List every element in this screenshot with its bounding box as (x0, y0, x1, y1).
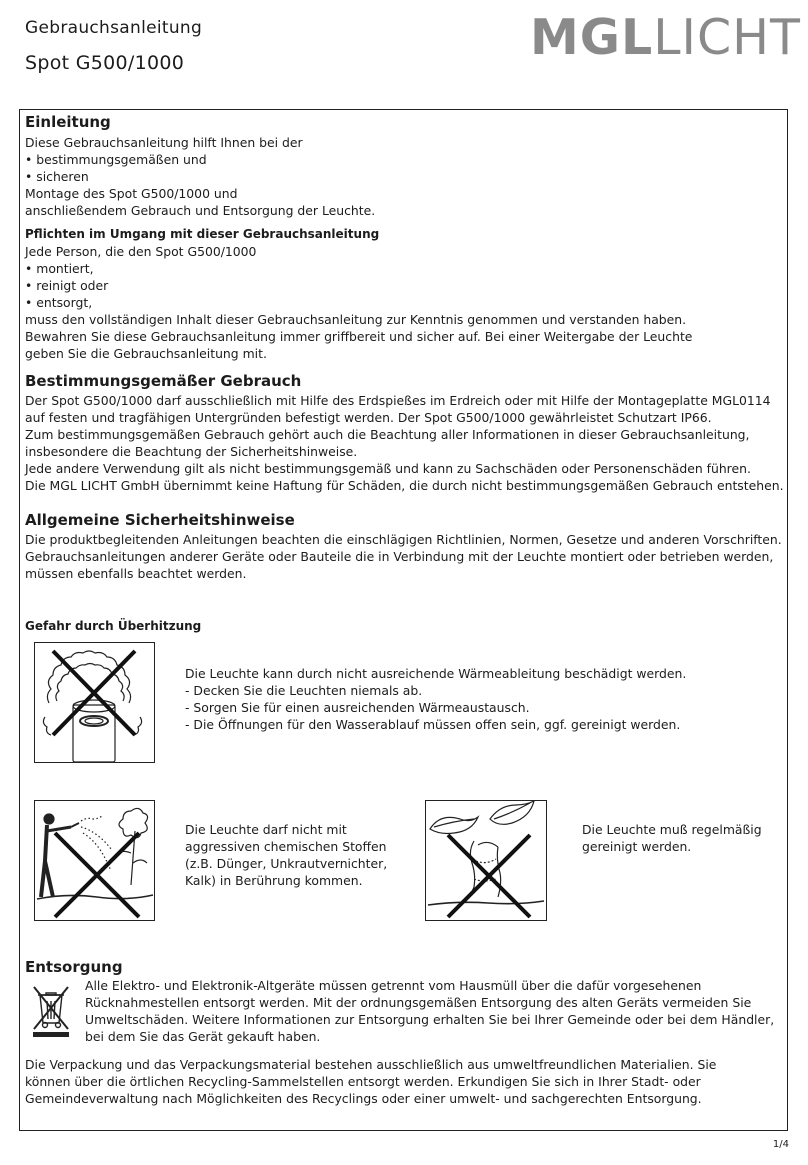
chemicals-line: Kalk) in Berührung kommen. (185, 873, 363, 888)
logo-bold-part: MGL (530, 9, 654, 66)
overheat-line: - Decken Sie die Leuchten niemals ab. (185, 683, 423, 698)
weee-bin-icon (30, 983, 72, 1039)
chemicals-line: Die Leuchte darf nicht mit (185, 822, 347, 837)
duties-line: muss den vollständigen Inhalt dieser Gebrauchsanleitung zur Kenntnis genommen und verstanden haben. (25, 312, 687, 327)
intended-use-line: Jede andere Verwendung gilt als nicht bestimmungsgemäß und kann zu Sachschäden oder Personenschäden führen. (25, 461, 751, 476)
overheat-line: Die Leuchte kann durch nicht ausreichende Wärmeableitung beschädigt werden. (185, 666, 687, 681)
product-name: Spot G500/1000 (25, 52, 185, 74)
chemicals-text (185, 821, 387, 889)
disposal-line: Rücknahmestellen entsorgt werden. Mit der ordnungsgemäßen Entsorgung des alten Geräts vermeiden Sie (85, 995, 752, 1010)
intended-use-line: auf festen und tragfähigen Untergründen befestigt werden. Der Spot G500/1000 gewährleistet Schutzart IP66. (25, 410, 712, 425)
intended-use-text (25, 392, 784, 494)
duties-line: geben Sie die Gebrauchsanleitung mit. (25, 346, 267, 361)
duties-text (25, 243, 692, 362)
intended-use-line: insbesondere die Beachtung der Sicherheitshinweise. (25, 444, 358, 459)
duties-line: Jede Person, die den Spot G500/1000 (25, 244, 257, 259)
brand-logo (530, 10, 801, 66)
safety-text (25, 531, 782, 582)
chemicals-line: (z.B. Dünger, Unkrautvernichter, (185, 856, 388, 871)
page-number: 1/4 (772, 1139, 789, 1150)
logo-light-part: LICHT (653, 9, 801, 66)
overheat-line: - Die Öffnungen für den Wasserablauf müssen offen sein, ggf. gereinigt werden. (185, 717, 681, 732)
packaging-text (25, 1056, 716, 1107)
intro-heading: Einleitung (25, 113, 111, 131)
disposal-heading: Entsorgung (25, 958, 123, 976)
disposal-line: Alle Elektro- und Elektronik-Altgeräte müssen getrennt vom Hausmüll über die dafür vorgesehenen (85, 978, 702, 993)
intro-line: • sicheren (25, 169, 89, 184)
intended-use-heading: Bestimmungsgemäßer Gebrauch (25, 372, 302, 390)
covered-lamp-icon (35, 643, 154, 762)
duties-line: • reinigt oder (25, 278, 109, 293)
safety-line: müssen ebenfalls beachtet werden. (25, 566, 247, 581)
document-title: Gebrauchsanleitung (25, 18, 203, 38)
duties-line: • entsorgt, (25, 295, 93, 310)
intro-line: Montage des Spot G500/1000 und (25, 186, 238, 201)
overheat-text (185, 665, 686, 733)
intro-line: anschließendem Gebrauch und Entsorgung der Leuchte. (25, 203, 376, 218)
packaging-line: können über die örtlichen Recycling-Sammelstellen entsorgt werden. Erkundigen Sie sich in Ihrer Stadt- oder (25, 1074, 701, 1089)
intro-text (25, 134, 375, 219)
cleaning-line: Die Leuchte muß regelmäßig (582, 822, 762, 837)
packaging-line: Gemeindeverwaltung nach Möglichkeiten des Recyclings oder einer umwelt- und sachgerechten Entsorgung. (25, 1091, 702, 1106)
packaging-line: Die Verpackung und das Verpackungsmaterial bestehen ausschließlich aus umweltfreundlichen Materialien. Sie (25, 1057, 717, 1072)
disposal-line: Umweltschäden. Weitere Informationen zur Entsorgung erhalten Sie bei Ihrer Gemeinde oder bei dem Händler, (85, 1012, 775, 1027)
chemicals-line: aggressiven chemischen Stoffen (185, 839, 387, 854)
intended-use-line: Die MGL LICHT GmbH übernimmt keine Haftung für Schäden, die durch nicht bestimmungsgemäßen Gebrauch entstehen. (25, 478, 784, 493)
cleaning-pictogram (425, 800, 547, 921)
cleaning-text (582, 821, 762, 855)
duties-heading: Pflichten im Umgang mit dieser Gebrauchsanleitung (25, 227, 380, 241)
leaves-on-lamp-icon (426, 801, 546, 920)
duties-line: • montiert, (25, 261, 94, 276)
intro-line: Diese Gebrauchsanleitung hilft Ihnen bei der (25, 135, 303, 150)
safety-line: Die produktbegleitenden Anleitungen beachten die einschlägigen Richtlinien, Normen, Gesetze und anderen Vorschriften. (25, 532, 782, 547)
intended-use-line: Der Spot G500/1000 darf ausschließlich mit Hilfe des Erdspießes im Erdreich oder mit Hilfe der Montageplatte MGL0114 (25, 393, 771, 408)
disposal-text (85, 977, 774, 1045)
cleaning-line: gereinigt werden. (582, 839, 692, 854)
safety-heading: Allgemeine Sicherheitshinweise (25, 511, 295, 529)
intended-use-line: Zum bestimmungsgemäßen Gebrauch gehört auch die Beachtung aller Informationen in dieser Gebrauchsanleitung, (25, 427, 750, 442)
overheat-pictogram (34, 642, 155, 763)
overheat-heading: Gefahr durch Überhitzung (25, 619, 202, 633)
chemicals-pictogram (34, 800, 155, 921)
intro-line: • bestimmungsgemäßen und (25, 152, 207, 167)
overheat-line: - Sorgen Sie für einen ausreichenden Wärmeaustausch. (185, 700, 530, 715)
disposal-line: bei dem Sie das Gerät gekauft haben. (85, 1029, 321, 1044)
spraying-chemicals-icon (35, 801, 154, 920)
safety-line: Gebrauchsanleitungen anderer Geräte oder Bauteile die in Verbindung mit der Leuchte montiert oder betrieben werden, (25, 549, 774, 564)
duties-line: Bewahren Sie diese Gebrauchsanleitung immer griffbereit und sicher auf. Bei einer Weitergabe der Leuchte (25, 329, 693, 344)
